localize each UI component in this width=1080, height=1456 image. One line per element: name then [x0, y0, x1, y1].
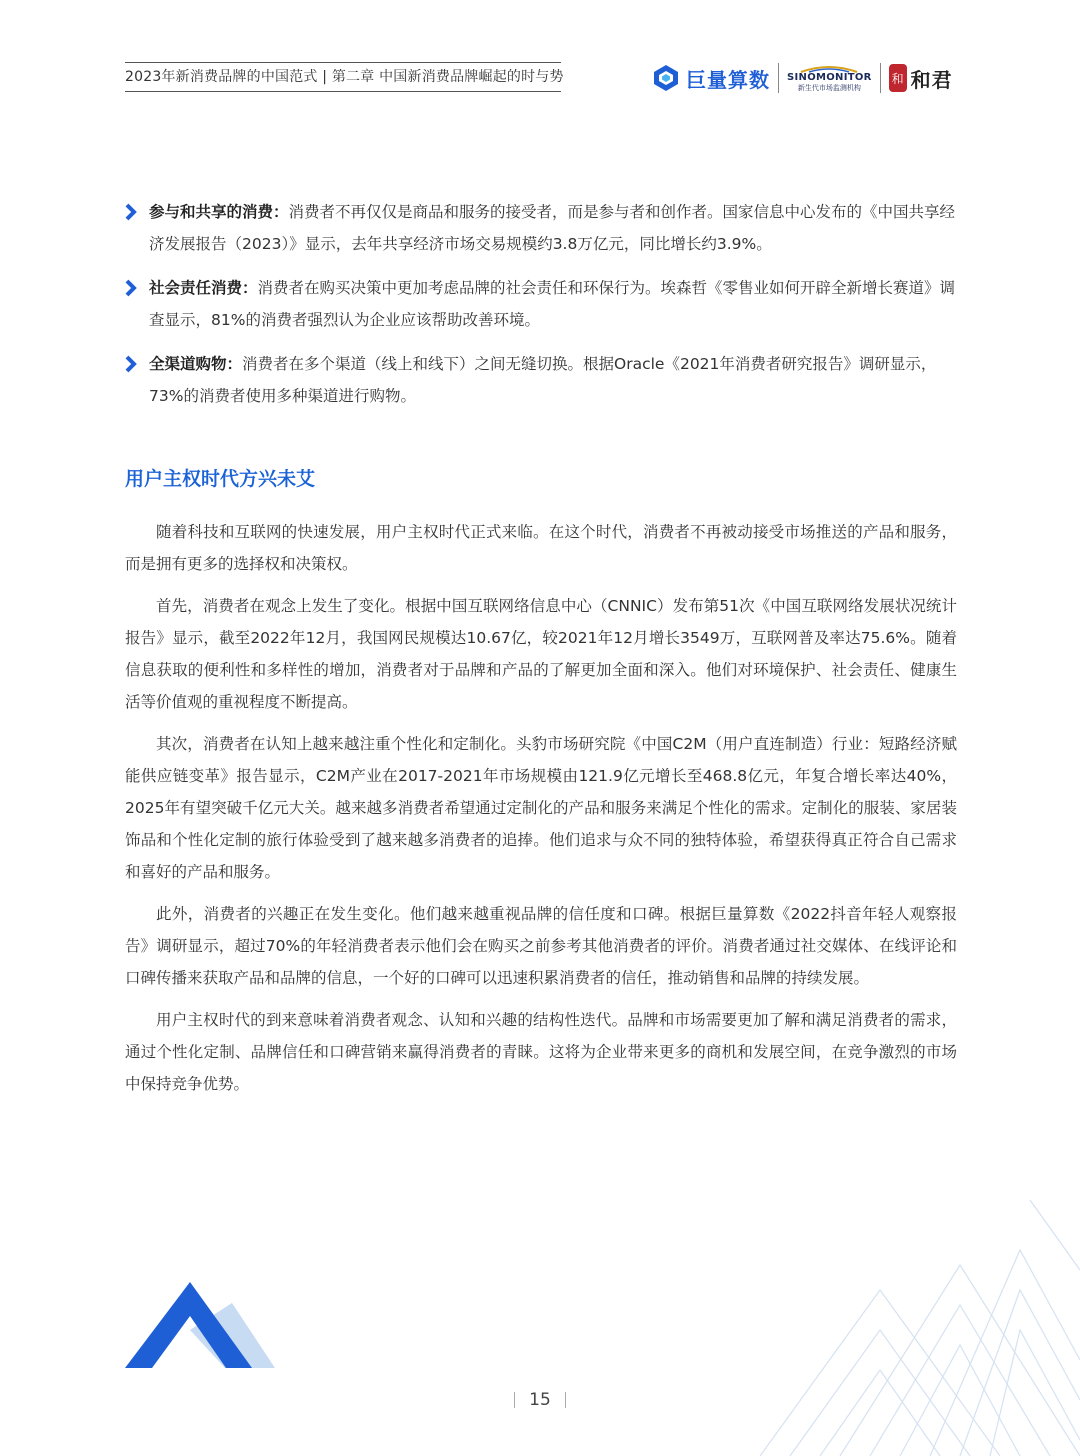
page-number-divider: [565, 1392, 566, 1408]
paragraph: 其次，消费者在认知上越来越注重个性化和定制化。头豹市场研究院《中国C2M（用户直连制造）行业：短路经济赋能供应链变革》报告显示，C2M产业在2017-2021年市场规模由121.9亿元增长至468.8亿元，年复合增长率达40%，2025年有望突破千亿元大关。越来越多消费者希望通过定制化的产品和服务来满足个性化的需求。定制化的服装、家居装饰品和个性化定制的旅行体验受到了越来越多消费者的追捧。他们追求与众不同的独特体验，希望获得真正符合自己需求和喜好的产品和服务。: [125, 735, 957, 881]
bullet-title: 参与和共享的消费：: [149, 203, 289, 221]
page-number-divider: [514, 1392, 515, 1408]
running-header-title: 2023年新消费品牌的中国范式 | 第二章 中国新消费品牌崛起的时与势: [125, 69, 564, 85]
sinomonitor-subtitle: 新生代市场监测机构: [797, 83, 861, 92]
paragraph: 随着科技和互联网的快速发展，用户主权时代正式来临。在这个时代，消费者不再被动接受市场推送的产品和服务，而是拥有更多的选择权和决策权。: [125, 523, 957, 573]
bullet-title: 全渠道购物：: [149, 355, 243, 373]
hejun-seal-icon: 和: [889, 64, 907, 92]
paragraph: 用户主权时代的到来意味着消费者观念、认知和兴趣的结构性迭代。品牌和市场需要更加了解和满足消费者的需求，通过个性化定制、品牌信任和口碑营销来赢得消费者的青睐。这将为企业带来更多的商机和发展空间，在竞争激烈的市场中保持竞争优势。: [125, 1011, 957, 1093]
sinomonitor-name: SINOMONITOR: [787, 71, 872, 83]
line-pattern-decoration: [760, 1200, 1080, 1456]
bullet-body: 消费者不再仅仅是商品和服务的接受者，而是参与者和创作者。国家信息中心发布的《中国共享经济发展报告（2023）》显示，去年共享经济市场交易规模约3.8万亿元，同比增长约3.9%。: [149, 203, 956, 253]
section-heading: 用户主权时代方兴未艾: [125, 468, 316, 490]
hejun-logo-text: 和君: [910, 67, 953, 92]
bullet-title: 社会责任消费：: [149, 279, 258, 297]
triangle-logo-mark: [125, 1282, 275, 1368]
juliang-logo-text: 巨量算数: [686, 67, 770, 92]
bullet-body: 消费者在多个渠道（线上和线下）之间无缝切换。根据Oracle《2021年消费者研究报告》调研显示，73%的消费者使用多种渠道进行购物。: [149, 355, 937, 405]
bullet-body: 消费者在购买决策中更加考虑品牌的社会责任和环保行为。埃森哲《零售业如何开辟全新增长赛道》调查显示，81%的消费者强烈认为企业应该帮助改善环境。: [149, 279, 956, 329]
paragraph: 首先，消费者在观念上发生了变化。根据中国互联网络信息中心（CNNIC）发布第51次《中国互联网络发展状况统计报告》显示，截至2022年12月，我国网民规模达10.67亿，较2021年12月增长3549万，互联网普及率达75.6%。随着信息获取的便利性和多样性的增加，消费者对于品牌和产品的了解更加全面和深入。他们对环境保护、社会责任、健康生活等价值观的重视程度不断提高。: [125, 597, 957, 711]
page-number: [0, 1390, 1080, 1410]
paragraph: 此外，消费者的兴趣正在发生变化。他们越来越重视品牌的信任度和口碑。根据巨量算数《2022抖音年轻人观察报告》调研显示，超过70%的年轻消费者表示他们会在购买之前参考其他消费者的评价。消费者通过社交媒体、在线评论和口碑传播来获取产品和品牌的信息，一个好的口碑可以迅速积累消费者的信任，推动销售和品牌的持续发展。: [125, 905, 957, 987]
page-number-text: 15: [529, 1390, 551, 1410]
